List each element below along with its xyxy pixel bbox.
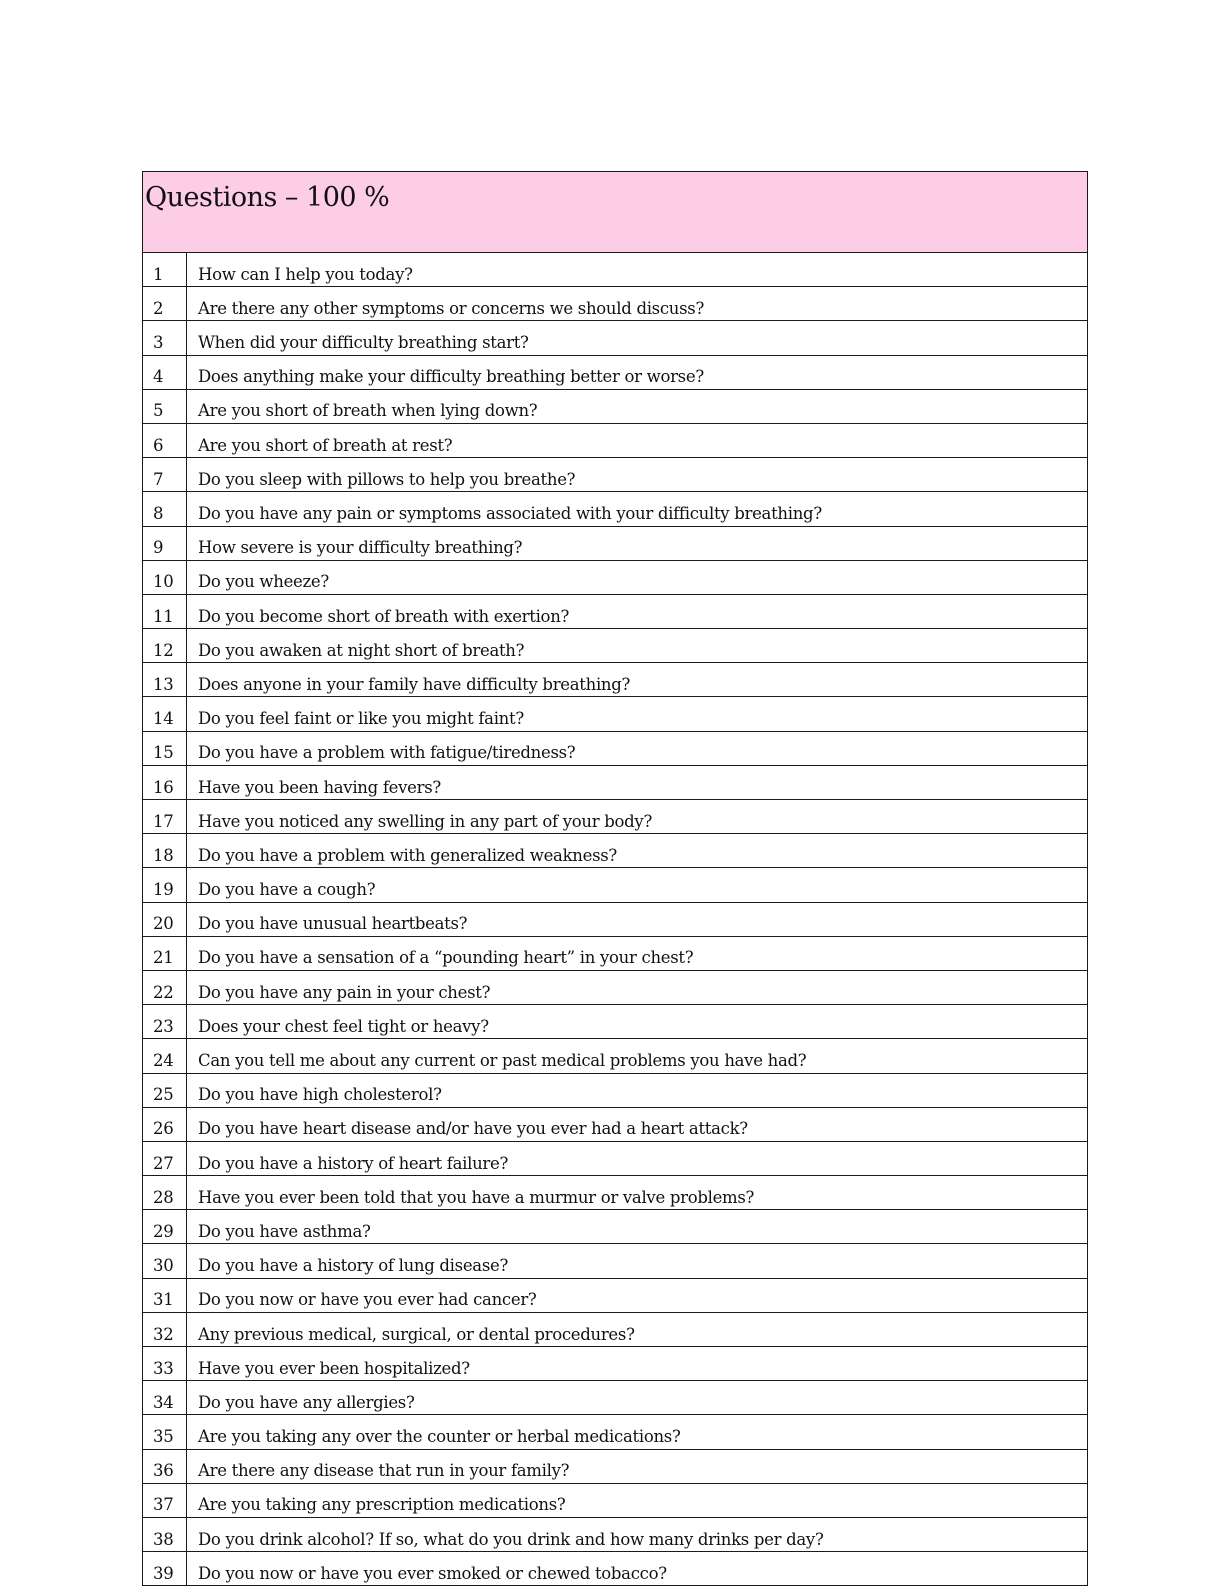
table-row xyxy=(143,1347,1088,1381)
question-text: Are there any disease that run in your family? xyxy=(187,1449,1088,1483)
question-text: Do you have a history of lung disease? xyxy=(187,1244,1088,1278)
question-number: 1 xyxy=(143,253,187,287)
question-number: 21 xyxy=(143,936,187,970)
question-text: Do you have any pain in your chest? xyxy=(187,970,1088,1004)
table-row xyxy=(143,560,1088,594)
question-text: Do you have unusual heartbeats? xyxy=(187,902,1088,936)
table-row xyxy=(143,1073,1088,1107)
question-text: Are you short of breath at rest? xyxy=(187,423,1088,457)
question-text: Are you short of breath when lying down? xyxy=(187,389,1088,423)
question-text: Do you sleep with pillows to help you breathe? xyxy=(187,458,1088,492)
question-number: 35 xyxy=(143,1415,187,1449)
question-text: Have you been having fevers? xyxy=(187,765,1088,799)
question-text: Have you ever been told that you have a murmur or valve problems? xyxy=(187,1176,1088,1210)
table-row xyxy=(143,1517,1088,1551)
table-row xyxy=(143,868,1088,902)
question-number: 30 xyxy=(143,1244,187,1278)
question-number: 13 xyxy=(143,663,187,697)
question-number: 27 xyxy=(143,1141,187,1175)
question-number: 16 xyxy=(143,765,187,799)
table-row xyxy=(143,1107,1088,1141)
question-number: 36 xyxy=(143,1449,187,1483)
question-number: 5 xyxy=(143,389,187,423)
table-row xyxy=(143,1039,1088,1073)
table-row xyxy=(143,1278,1088,1312)
question-number: 39 xyxy=(143,1552,187,1586)
question-number: 17 xyxy=(143,800,187,834)
question-text: Do you have any pain or symptoms associated with your difficulty breathing? xyxy=(187,492,1088,526)
table-row xyxy=(143,1244,1088,1278)
question-number: 2 xyxy=(143,287,187,321)
question-number: 14 xyxy=(143,697,187,731)
table-row xyxy=(143,1141,1088,1175)
table-row xyxy=(143,697,1088,731)
question-number: 24 xyxy=(143,1039,187,1073)
table-row xyxy=(143,834,1088,868)
question-number: 19 xyxy=(143,868,187,902)
table-row xyxy=(143,321,1088,355)
question-text: Do you have a history of heart failure? xyxy=(187,1141,1088,1175)
question-text: Any previous medical, surgical, or dental procedures? xyxy=(187,1312,1088,1346)
page-title: Questions – 100 % xyxy=(145,182,390,213)
question-text: How can I help you today? xyxy=(187,253,1088,287)
question-number: 11 xyxy=(143,594,187,628)
question-text: When did your difficulty breathing start? xyxy=(187,321,1088,355)
question-number: 15 xyxy=(143,731,187,765)
table-row xyxy=(143,970,1088,1004)
question-number: 12 xyxy=(143,629,187,663)
question-number: 31 xyxy=(143,1278,187,1312)
header-row xyxy=(143,172,1088,253)
question-number: 33 xyxy=(143,1347,187,1381)
table-row xyxy=(143,1415,1088,1449)
table-row xyxy=(143,902,1088,936)
question-number: 20 xyxy=(143,902,187,936)
table-row xyxy=(143,253,1088,287)
question-number: 7 xyxy=(143,458,187,492)
table-row xyxy=(143,594,1088,628)
table-row xyxy=(143,287,1088,321)
question-text: Do you have asthma? xyxy=(187,1210,1088,1244)
question-number: 23 xyxy=(143,1005,187,1039)
question-number: 28 xyxy=(143,1176,187,1210)
question-text: Are there any other symptoms or concerns we should discuss? xyxy=(187,287,1088,321)
question-number: 22 xyxy=(143,970,187,1004)
table-row xyxy=(143,492,1088,526)
question-text: Are you taking any over the counter or herbal medications? xyxy=(187,1415,1088,1449)
question-number: 32 xyxy=(143,1312,187,1346)
question-text: Does your chest feel tight or heavy? xyxy=(187,1005,1088,1039)
table-row xyxy=(143,423,1088,457)
table-row xyxy=(143,765,1088,799)
question-number: 10 xyxy=(143,560,187,594)
question-number: 34 xyxy=(143,1381,187,1415)
table-row xyxy=(143,389,1088,423)
question-text: Do you have a problem with fatigue/tiredness? xyxy=(187,731,1088,765)
table-row xyxy=(143,1552,1088,1586)
table-row xyxy=(143,1449,1088,1483)
table-row xyxy=(143,1005,1088,1039)
question-number: 4 xyxy=(143,355,187,389)
table-row xyxy=(143,629,1088,663)
table-row xyxy=(143,1381,1088,1415)
question-text: Do you have a problem with generalized weakness? xyxy=(187,834,1088,868)
table-row xyxy=(143,1312,1088,1346)
table-row xyxy=(143,526,1088,560)
question-text: Do you become short of breath with exertion? xyxy=(187,594,1088,628)
question-text: Do you awaken at night short of breath? xyxy=(187,629,1088,663)
table-row xyxy=(143,731,1088,765)
question-number: 8 xyxy=(143,492,187,526)
question-number: 38 xyxy=(143,1517,187,1551)
question-number: 26 xyxy=(143,1107,187,1141)
table-row xyxy=(143,663,1088,697)
questions-table xyxy=(142,171,1088,1586)
question-number: 18 xyxy=(143,834,187,868)
table-row xyxy=(143,800,1088,834)
question-text: Can you tell me about any current or past medical problems you have had? xyxy=(187,1039,1088,1073)
question-number: 29 xyxy=(143,1210,187,1244)
table-row xyxy=(143,936,1088,970)
question-number: 25 xyxy=(143,1073,187,1107)
question-text: Does anyone in your family have difficulty breathing? xyxy=(187,663,1088,697)
question-number: 9 xyxy=(143,526,187,560)
table-row xyxy=(143,355,1088,389)
question-text: Do you drink alcohol? If so, what do you drink and how many drinks per day? xyxy=(187,1517,1088,1551)
table-row xyxy=(143,1210,1088,1244)
header-cell xyxy=(143,172,1088,253)
question-text: Do you wheeze? xyxy=(187,560,1088,594)
table-row xyxy=(143,1176,1088,1210)
question-text: Do you now or have you ever had cancer? xyxy=(187,1278,1088,1312)
question-text: Do you have high cholesterol? xyxy=(187,1073,1088,1107)
question-text: Do you feel faint or like you might faint? xyxy=(187,697,1088,731)
question-text: Have you noticed any swelling in any part of your body? xyxy=(187,800,1088,834)
question-number: 3 xyxy=(143,321,187,355)
question-text: Do you have a sensation of a “pounding heart” in your chest? xyxy=(187,936,1088,970)
question-text: Do you now or have you ever smoked or chewed tobacco? xyxy=(187,1552,1088,1586)
question-text: Have you ever been hospitalized? xyxy=(187,1347,1088,1381)
question-text: Does anything make your difficulty breathing better or worse? xyxy=(187,355,1088,389)
table-row xyxy=(143,1483,1088,1517)
question-number: 6 xyxy=(143,423,187,457)
question-text: Are you taking any prescription medications? xyxy=(187,1483,1088,1517)
table-row xyxy=(143,458,1088,492)
question-number: 37 xyxy=(143,1483,187,1517)
question-text: Do you have any allergies? xyxy=(187,1381,1088,1415)
question-text: Do you have heart disease and/or have you ever had a heart attack? xyxy=(187,1107,1088,1141)
question-text: How severe is your difficulty breathing? xyxy=(187,526,1088,560)
question-text: Do you have a cough? xyxy=(187,868,1088,902)
